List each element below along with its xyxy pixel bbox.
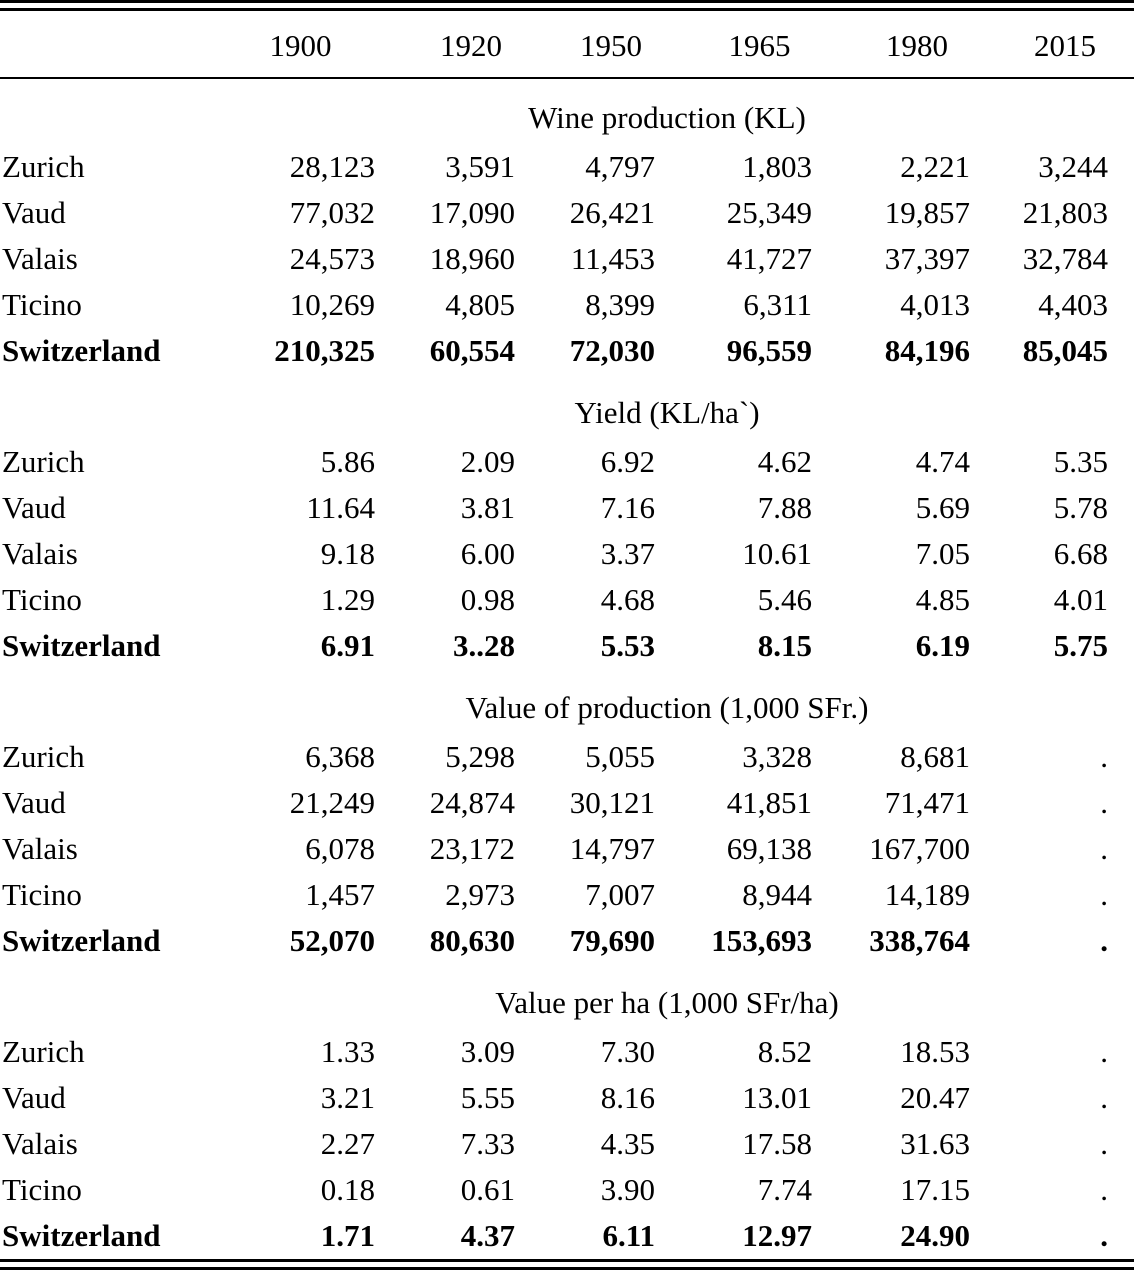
value-cell: . — [1100, 785, 1108, 820]
table-row — [0, 328, 1134, 374]
value-cell: 26,421 — [569, 195, 655, 230]
value-cell: 7.33 — [460, 1126, 515, 1161]
value-cell: 2.09 — [460, 444, 515, 479]
value-cell: 167,700 — [869, 831, 970, 866]
row-label-header — [0, 11, 200, 78]
table-row — [0, 1121, 1134, 1167]
row-label: Zurich — [2, 444, 85, 479]
value-cell: 21,249 — [289, 785, 375, 820]
table-row — [0, 1213, 1134, 1259]
value-cell: 6,311 — [743, 287, 812, 322]
value-cell: 4.35 — [600, 1126, 655, 1161]
value-cell: 7.05 — [915, 536, 970, 571]
value-cell: 4,013 — [900, 287, 970, 322]
value-cell: 4.37 — [460, 1218, 515, 1253]
value-cell: 96,559 — [726, 333, 812, 368]
section-title-row — [0, 964, 1134, 1029]
value-cell: 37,397 — [884, 241, 970, 276]
value-cell: 41,851 — [726, 785, 812, 820]
table-row — [0, 780, 1134, 826]
table-row — [0, 577, 1134, 623]
wine-production-table — [0, 11, 1134, 1259]
row-label: Zurich — [2, 739, 85, 774]
value-cell: 12.97 — [742, 1218, 812, 1253]
value-cell: 2,973 — [445, 877, 515, 912]
value-cell: 84,196 — [884, 333, 970, 368]
table-row — [0, 485, 1134, 531]
row-label: Switzerland — [2, 333, 161, 368]
value-cell: 14,189 — [884, 877, 970, 912]
value-cell: 11,453 — [570, 241, 655, 276]
value-cell: 5.75 — [1053, 628, 1108, 663]
value-cell: 3,328 — [742, 739, 812, 774]
row-label: Ticino — [2, 582, 82, 617]
value-cell: . — [1100, 1172, 1108, 1207]
value-cell: 1,457 — [305, 877, 375, 912]
row-label: Valais — [2, 241, 78, 276]
table-row — [0, 531, 1134, 577]
row-label: Ticino — [2, 287, 82, 322]
year-header: 1920 — [440, 28, 502, 63]
value-cell: 4,403 — [1038, 287, 1108, 322]
value-cell: 7.16 — [600, 490, 655, 525]
table-row — [0, 918, 1134, 964]
value-cell: . — [1100, 877, 1108, 912]
value-cell: 1,803 — [742, 149, 812, 184]
value-cell: 5.35 — [1053, 444, 1108, 479]
value-cell: 8.16 — [600, 1080, 655, 1115]
row-label: Zurich — [2, 1034, 85, 1069]
table-row — [0, 282, 1134, 328]
value-cell: 5.86 — [320, 444, 375, 479]
year-header-row — [0, 11, 1134, 78]
value-cell: 6.91 — [320, 628, 375, 663]
top-rule — [0, 0, 1134, 11]
value-cell: 32,784 — [1022, 241, 1108, 276]
value-cell: 4,805 — [445, 287, 515, 322]
table-row — [0, 1167, 1134, 1213]
value-cell: 4.62 — [757, 444, 812, 479]
section-title-spacer — [0, 964, 200, 1029]
value-cell: 24,874 — [429, 785, 515, 820]
row-label: Valais — [2, 1126, 78, 1161]
value-cell: 20.47 — [900, 1080, 970, 1115]
value-cell: 5.46 — [757, 582, 812, 617]
value-cell: 6.92 — [600, 444, 655, 479]
value-cell: 5.69 — [915, 490, 970, 525]
value-cell: 11.64 — [306, 490, 375, 525]
value-cell: . — [1100, 831, 1108, 866]
value-cell: 3.09 — [460, 1034, 515, 1069]
section-title: Value of production (1,000 SFr.) — [465, 690, 869, 725]
value-cell: 6.11 — [602, 1218, 655, 1253]
value-cell: 41,727 — [726, 241, 812, 276]
row-label: Valais — [2, 536, 78, 571]
value-cell: 69,138 — [726, 831, 812, 866]
row-label: Switzerland — [2, 628, 161, 663]
value-cell: 1.29 — [320, 582, 375, 617]
year-header: 1950 — [580, 28, 642, 63]
table-row — [0, 623, 1134, 669]
section-title-spacer — [0, 669, 200, 734]
value-cell: . — [1100, 1080, 1108, 1115]
value-cell: 60,554 — [429, 333, 515, 368]
value-cell: 10,269 — [289, 287, 375, 322]
value-cell: 153,693 — [711, 923, 812, 958]
section-title-row — [0, 78, 1134, 144]
year-header: 1980 — [886, 28, 948, 63]
row-label: Zurich — [2, 149, 85, 184]
value-cell: 0.18 — [320, 1172, 375, 1207]
value-cell: 2.27 — [320, 1126, 375, 1161]
value-cell: 4.85 — [915, 582, 970, 617]
value-cell: 2,221 — [900, 149, 970, 184]
value-cell: 1.33 — [320, 1034, 375, 1069]
row-label: Ticino — [2, 1172, 82, 1207]
value-cell: . — [1100, 923, 1108, 958]
table-row — [0, 1075, 1134, 1121]
value-cell: 21,803 — [1022, 195, 1108, 230]
row-label: Vaud — [2, 195, 66, 230]
value-cell: 5.55 — [460, 1080, 515, 1115]
value-cell: 52,070 — [289, 923, 375, 958]
year-header: 1900 — [269, 28, 332, 63]
bottom-rule — [0, 1259, 1134, 1270]
value-cell: 3.90 — [600, 1172, 655, 1207]
value-cell: 7.30 — [600, 1034, 655, 1069]
value-cell: . — [1100, 1218, 1108, 1253]
value-cell: 3,591 — [445, 149, 515, 184]
value-cell: 13.01 — [742, 1080, 812, 1115]
value-cell: 9.18 — [320, 536, 375, 571]
value-cell: 77,032 — [289, 195, 375, 230]
value-cell: 8.52 — [757, 1034, 812, 1069]
value-cell: 338,764 — [869, 923, 970, 958]
value-cell: 14,797 — [569, 831, 655, 866]
value-cell: 80,630 — [429, 923, 515, 958]
value-cell: . — [1100, 1126, 1108, 1161]
value-cell: 5.53 — [600, 628, 655, 663]
value-cell: 25,349 — [726, 195, 812, 230]
section-title-row — [0, 374, 1134, 439]
value-cell: 24.90 — [900, 1218, 970, 1253]
row-label: Vaud — [2, 490, 66, 525]
value-cell: 210,325 — [274, 333, 375, 368]
value-cell: 7,007 — [585, 877, 655, 912]
section-title: Yield (KL/ha`) — [574, 395, 760, 430]
year-header: 2015 — [1034, 28, 1096, 63]
row-label: Switzerland — [2, 1218, 161, 1253]
section-title: Wine production (KL) — [528, 100, 806, 135]
value-cell: 79,690 — [569, 923, 655, 958]
value-cell: 3..28 — [453, 628, 515, 663]
value-cell: 23,172 — [429, 831, 515, 866]
value-cell: 17.58 — [742, 1126, 812, 1161]
row-label: Ticino — [2, 877, 82, 912]
table-row — [0, 190, 1134, 236]
value-cell: 3,244 — [1038, 149, 1108, 184]
value-cell: 31.63 — [900, 1126, 970, 1161]
value-cell: 30,121 — [569, 785, 655, 820]
section-title-row — [0, 669, 1134, 734]
value-cell: 8,681 — [900, 739, 970, 774]
value-cell: 5,055 — [585, 739, 655, 774]
section-title-spacer — [0, 78, 200, 144]
table-row — [0, 872, 1134, 918]
value-cell: 17.15 — [900, 1172, 970, 1207]
value-cell: 18.53 — [900, 1034, 970, 1069]
value-cell: 0.61 — [460, 1172, 515, 1207]
value-cell: 72,030 — [569, 333, 655, 368]
value-cell: 71,471 — [884, 785, 970, 820]
section-title: Value per ha (1,000 SFr/ha) — [495, 985, 839, 1020]
value-cell: 8,399 — [585, 287, 655, 322]
value-cell: 4.74 — [915, 444, 970, 479]
value-cell: 19,857 — [884, 195, 970, 230]
row-label: Vaud — [2, 785, 66, 820]
table-row — [0, 1029, 1134, 1075]
value-cell: 4.01 — [1053, 582, 1108, 617]
value-cell: 4,797 — [585, 149, 655, 184]
value-cell: 3.21 — [320, 1080, 375, 1115]
value-cell: 6.00 — [460, 536, 515, 571]
value-cell: 28,123 — [289, 149, 375, 184]
value-cell: 8,944 — [742, 877, 812, 912]
value-cell: 85,045 — [1022, 333, 1108, 368]
value-cell: 4.68 — [600, 582, 655, 617]
value-cell: 7.88 — [757, 490, 812, 525]
section-title-spacer — [0, 374, 200, 439]
value-cell: 7.74 — [757, 1172, 812, 1207]
table-row — [0, 236, 1134, 282]
value-cell: 0.98 — [460, 582, 515, 617]
value-cell: 5.78 — [1053, 490, 1108, 525]
value-cell: 24,573 — [289, 241, 375, 276]
value-cell: 18,960 — [429, 241, 515, 276]
value-cell: . — [1100, 739, 1108, 774]
value-cell: 5,298 — [445, 739, 515, 774]
value-cell: 6.68 — [1053, 536, 1108, 571]
row-label: Valais — [2, 831, 78, 866]
value-cell: 6,368 — [305, 739, 375, 774]
value-cell: 17,090 — [429, 195, 515, 230]
value-cell: . — [1100, 1034, 1108, 1069]
table-row — [0, 826, 1134, 872]
year-header: 1965 — [728, 28, 791, 63]
value-cell: 8.15 — [757, 628, 812, 663]
table-row — [0, 144, 1134, 190]
value-cell: 3.81 — [460, 490, 515, 525]
table-row — [0, 734, 1134, 780]
value-cell: 6.19 — [915, 628, 970, 663]
row-label: Switzerland — [2, 923, 161, 958]
value-cell: 6,078 — [305, 831, 375, 866]
row-label: Vaud — [2, 1080, 66, 1115]
value-cell: 1.71 — [320, 1218, 375, 1253]
value-cell: 3.37 — [600, 536, 655, 571]
value-cell: 10.61 — [742, 536, 812, 571]
table-row — [0, 439, 1134, 485]
